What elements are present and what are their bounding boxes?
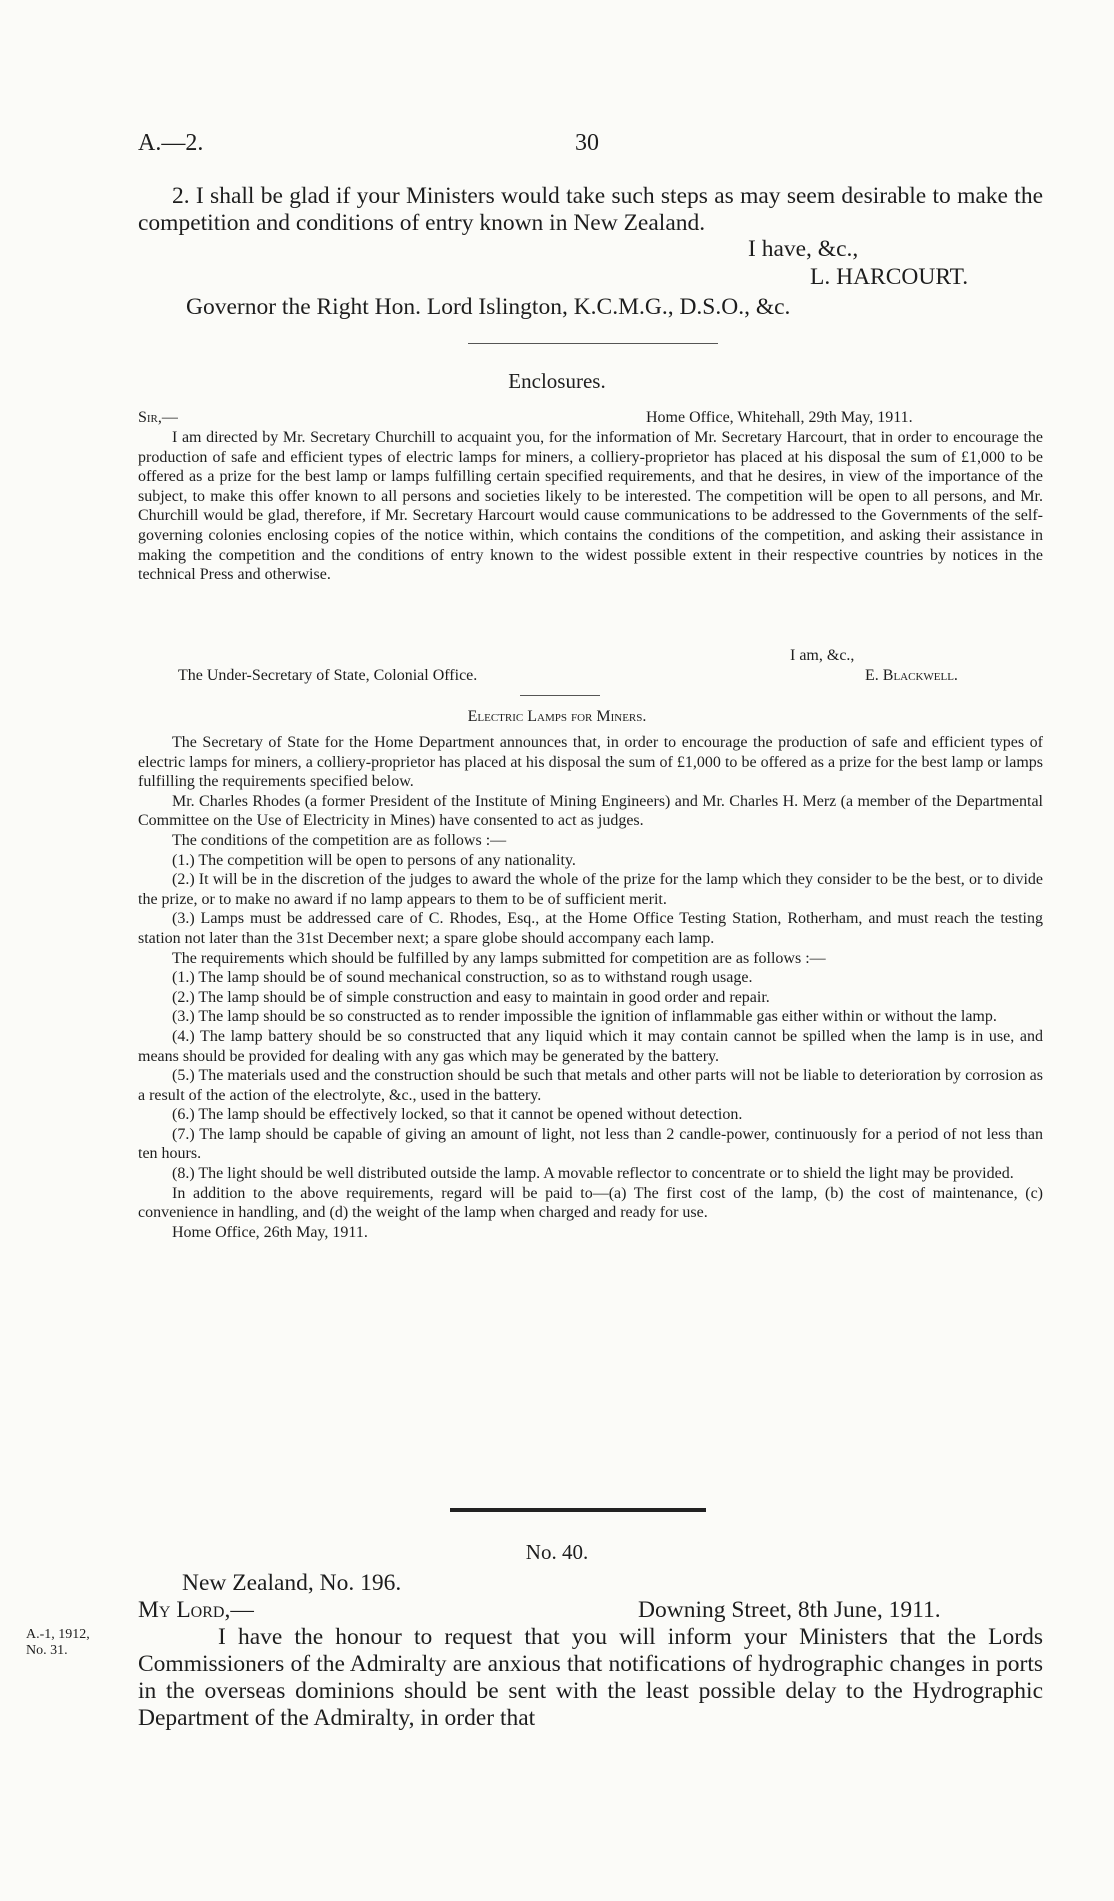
enclosures-recipient: The Under-Secretary of State, Colonial Office. [178,667,478,684]
requirement-item: (2.) The lamp should be of simple construction and easy to maintain in good order and repair. [172,988,770,1006]
letter-top-signature: L. HARCOURT. [810,264,969,290]
letter-top [138,183,1043,237]
condition-item: (1.) The competition will be open to persons of any nationality. [172,851,576,869]
enclosures-place-date: Home Office, Whitehall, 29th May, 1911. [646,409,913,426]
divider [520,695,600,696]
requirement-item: (1.) The lamp should be of sound mechanical construction, so as to withstand rough usage. [172,969,753,987]
notice-footer: Home Office, 26th May, 1911. [172,1223,368,1241]
no40-ref: New Zealand, No. 196. [182,1570,402,1596]
enclosures-signature: E. Blackwell. [865,667,958,684]
margin-note-line: No. 31. [26,1643,68,1658]
requirement-item: (5.) The materials used and the construction should be such that metals and other parts will not be liable to deterioration by corrosion as a result of the action of the electrolyte, &c., used in the battery. [138,1067,1043,1104]
page-number: 30 [575,130,599,156]
requirement-item: (3.) The lamp should be so constructed as to render impossible the ignition of inflammable gas either within or without the lamp. [172,1008,997,1026]
enclosures-heading: Enclosures. [508,369,606,393]
letter-top-paragraph: 2. I shall be glad if your Ministers would take such steps as may seem desirable to make the competition and conditions of entry known in New Zealand. [138,183,1043,236]
letter-top-closing: I have, &c., [748,236,859,262]
enclosures-body: I am directed by Mr. Secretary Churchill to acquaint you, for the information of Mr. Secretary Harcourt, that in order to encourage the production of safe and efficient types of electric lamps for miners, a colliery-proprietor has placed at his disposal the sum of £1,000 to be offered as a prize for the best lamp or lamps fulfilling certain specified requirements, and that he desires, in view of the importance of the subject, to make this offer known to all persons and societies likely to be interested. The competition will be open to all persons, and Mr. Churchill would be glad, therefore, if Mr. Secretary Harcourt would cause communications to be addressed to the Governments of the self-governing colonies enclosing copies of the notice within, which contains the conditions of the competition, and asking their assistance in making the competition and the conditions of entry known to the widest possible extent in their respective countries by notices in the technical Press and otherwise. [138,429,1043,584]
divider-thick [450,1508,706,1512]
no40-body-block [138,1624,1043,1732]
margin-note [26,1627,90,1659]
requirement-item: (4.) The lamp battery should be so constructed that any liquid which it may contain cannot be spilled when the lamp is in use, and means should be provided for dealing with any gas which may be generated by the battery. [138,1027,1043,1065]
notice-intro: The Secretary of State for the Home Department announces that, in order to encourage the production of safe and efficient types of electric lamps for miners, a colliery-proprietor has placed at his disposal the sum of £1,000 to be offered as a prize for the best lamp or lamps fulfilling the requirements specified below. [138,734,1043,791]
divider [468,343,718,344]
requirement-item: (6.) The lamp should be effectively locked, so that it cannot be opened without detection. [172,1106,743,1124]
margin-note-line: A.-1, 1912, [26,1627,90,1642]
notice-block [138,733,1043,1242]
notice-judges: Mr. Charles Rhodes (a former President of the Institute of Mining Engineers) and Mr. Charles H. Merz (a member of the Departmental Committee on the Use of Electricity in Mines) have consented to act as judges. [138,792,1043,830]
condition-item: (2.) It will be in the discretion of the judges to award the whole of the prize for the lamp which they consider to be the best, or to divide the prize, or to make no award if no lamp appears to them to be of sufficient merit. [138,871,1043,908]
condition-item: (3.) Lamps must be addressed care of C. Rhodes, Esq., at the Home Office Testing Station, Rotherham, and must reach the testing station not later than the 31st December next; a spare globe should accompany each lamp. [138,910,1043,947]
enclosures-closing: I am, &c., [790,647,855,664]
letter-top-addressee: Governor the Right Hon. Lord Islington, K.C.M.G., D.S.O., &c. [186,294,791,320]
enclosures-body-block [138,428,1043,585]
enclosures-salutation: Sir,— [138,409,178,426]
no40-salutation: My Lord,— [138,1597,254,1623]
notice-conditions-intro: The conditions of the competition are as follows :— [172,831,507,849]
notice-addition: In addition to the above requirements, regard will be paid to—(a) The first cost of the lamp, (b) the cost of maintenance, (c) convenience in handling, and (d) the weight of the lamp when charged and ready for use. [138,1184,1043,1222]
no40-heading: No. 40. [525,1540,589,1564]
notice-requirements-intro: The requirements which should be fulfilled by any lamps submitted for competition are as follows :— [172,949,826,967]
requirement-item: (8.) The light should be well distributed outside the lamp. A movable reflector to concentrate or to shield the light may be provided. [172,1165,1014,1183]
page-reference: A.—2. [138,130,204,156]
no40-place-date: Downing Street, 8th June, 1911. [638,1597,941,1623]
requirement-item: (7.) The lamp should be capable of giving an amount of light, not less than 2 candle-power, continuously for a period of not less than ten hours. [138,1125,1043,1163]
no40-body: I have the honour to request that you will inform your Ministers that the Lords Commissioners of the Admiralty are anxious that notifications of hydrographic changes in ports in the overseas dominions should be sent with the least possible delay to the Hydrographic Department of the Admiralty, in order that [138,1624,1043,1731]
notice-heading: Electric Lamps for Miners. [467,708,647,725]
